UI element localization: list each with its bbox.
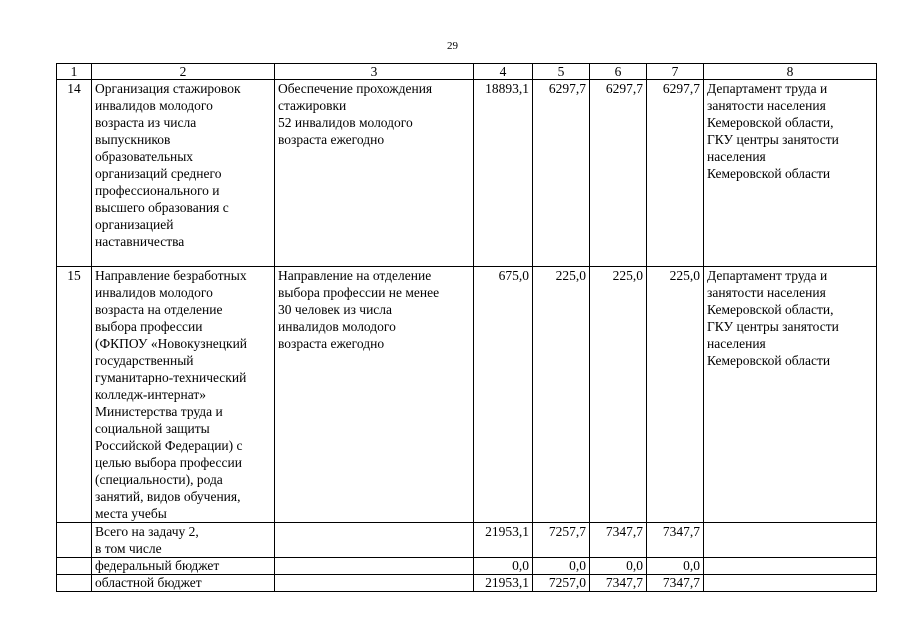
text-line: 52 инвалидов молодого — [278, 115, 413, 130]
amount-cell: 21953,1 — [474, 575, 533, 592]
text-line: Кемеровской области, — [707, 115, 834, 130]
text-line: возраста ежегодно — [278, 336, 385, 351]
text-line: гуманитарно-технический — [95, 370, 247, 385]
empty-cell — [275, 523, 474, 558]
table-row — [57, 267, 877, 523]
column-header: 2 — [92, 64, 275, 80]
row-number: 14 — [57, 80, 92, 267]
responsible-cell — [704, 80, 877, 267]
empty-cell — [704, 523, 877, 558]
text-line: Кемеровской области, — [707, 302, 834, 317]
text-line: колледж-интернат» — [95, 387, 207, 402]
amount-cell: 0,0 — [533, 558, 590, 575]
text-line: Департамент труда и — [707, 268, 828, 283]
empty-cell — [275, 575, 474, 592]
text-line: Направление на отделение — [278, 268, 432, 283]
text-line: организаций среднего — [95, 166, 222, 181]
column-number-header-row — [57, 64, 877, 80]
text-line: в том числе — [95, 541, 162, 556]
expected-result-cell — [275, 80, 474, 267]
empty-cell — [57, 523, 92, 558]
amount-cell: 675,0 — [474, 267, 533, 523]
empty-cell — [704, 558, 877, 575]
text-line: ГКУ центры занятости — [707, 319, 839, 334]
text-line: ГКУ центры занятости — [707, 132, 839, 147]
total-label-cell — [92, 523, 275, 558]
text-line: социальной защиты — [95, 421, 210, 436]
amount-cell: 0,0 — [474, 558, 533, 575]
text-line: Кемеровской области — [707, 353, 831, 368]
amount-cell: 7347,7 — [647, 575, 704, 592]
column-header: 6 — [590, 64, 647, 80]
text-line: места учебы — [95, 506, 167, 521]
responsible-cell — [704, 267, 877, 523]
amount-cell: 0,0 — [647, 558, 704, 575]
activity-name-cell — [92, 267, 275, 523]
amount-cell: 7347,7 — [590, 523, 647, 558]
total-row — [57, 523, 877, 558]
amount-cell: 7347,7 — [590, 575, 647, 592]
amount-cell: 0,0 — [590, 558, 647, 575]
amount-cell: 7257,7 — [533, 523, 590, 558]
text-line: 30 человек из числа — [278, 302, 393, 317]
text-line: выбора профессии — [95, 319, 203, 334]
text-line: инвалидов молодого — [95, 285, 213, 300]
regional-budget-row — [57, 575, 877, 592]
text-line: образовательных — [95, 149, 194, 164]
text-line: организацией — [95, 217, 174, 232]
text-line: стажировки — [278, 98, 347, 113]
text-line: профессионального и — [95, 183, 220, 198]
text-line: инвалидов молодого — [95, 98, 213, 113]
amount-cell: 6297,7 — [647, 80, 704, 267]
text-line: возраста из числа — [95, 115, 197, 130]
text-line: возраста на отделение — [95, 302, 223, 317]
text-line: выбора профессии не менее — [278, 285, 440, 300]
text-line: занятий, видов обучения, — [95, 489, 241, 504]
empty-cell — [57, 558, 92, 575]
text-line: государственный — [95, 353, 194, 368]
text-line: (ФКПОУ «Новокузнецкий — [95, 336, 248, 351]
amount-cell: 225,0 — [647, 267, 704, 523]
amount-cell: 6297,7 — [533, 80, 590, 267]
column-header: 8 — [704, 64, 877, 80]
text-line: высшего образования с — [95, 200, 229, 215]
table-row — [57, 80, 877, 267]
amount-cell: 225,0 — [590, 267, 647, 523]
amount-cell: 6297,7 — [590, 80, 647, 267]
text-line: Обеспечение прохождения — [278, 81, 433, 96]
empty-cell — [704, 575, 877, 592]
amount-cell: 7257,0 — [533, 575, 590, 592]
expected-result-cell — [275, 267, 474, 523]
text-line: Направление безработных — [95, 268, 247, 283]
column-header: 4 — [474, 64, 533, 80]
program-activities-table — [56, 63, 877, 592]
amount-cell: 18893,1 — [474, 80, 533, 267]
text-line: наставничества — [95, 234, 185, 249]
text-line: Российской Федерации) с — [95, 438, 243, 453]
text-line: занятости населения — [707, 285, 826, 300]
column-header: 1 — [57, 64, 92, 80]
page-number: 29 — [447, 40, 458, 52]
text-line: Всего на задачу 2, — [95, 524, 199, 539]
text-line: выпускников — [95, 132, 171, 147]
text-line: занятости населения — [707, 98, 826, 113]
amount-cell: 21953,1 — [474, 523, 533, 558]
text-line: Министерства труда и — [95, 404, 223, 419]
budget-label-cell: областной бюджет — [92, 575, 275, 592]
amount-cell: 225,0 — [533, 267, 590, 523]
text-line: Кемеровской области — [707, 166, 831, 181]
text-line: Департамент труда и — [707, 81, 828, 96]
row-number: 15 — [57, 267, 92, 523]
empty-cell — [57, 575, 92, 592]
column-header: 3 — [275, 64, 474, 80]
text-line: целью выбора профессии — [95, 455, 242, 470]
budget-label-cell: федеральный бюджет — [92, 558, 275, 575]
amount-cell: 7347,7 — [647, 523, 704, 558]
empty-cell — [275, 558, 474, 575]
text-line: населения — [707, 149, 766, 164]
column-header: 5 — [533, 64, 590, 80]
text-line: возраста ежегодно — [278, 132, 385, 147]
federal-budget-row — [57, 558, 877, 575]
text-line: Организация стажировок — [95, 81, 241, 96]
text-line: (специальности), рода — [95, 472, 223, 487]
activity-name-cell — [92, 80, 275, 267]
text-line: населения — [707, 336, 766, 351]
column-header: 7 — [647, 64, 704, 80]
text-line: инвалидов молодого — [278, 319, 396, 334]
